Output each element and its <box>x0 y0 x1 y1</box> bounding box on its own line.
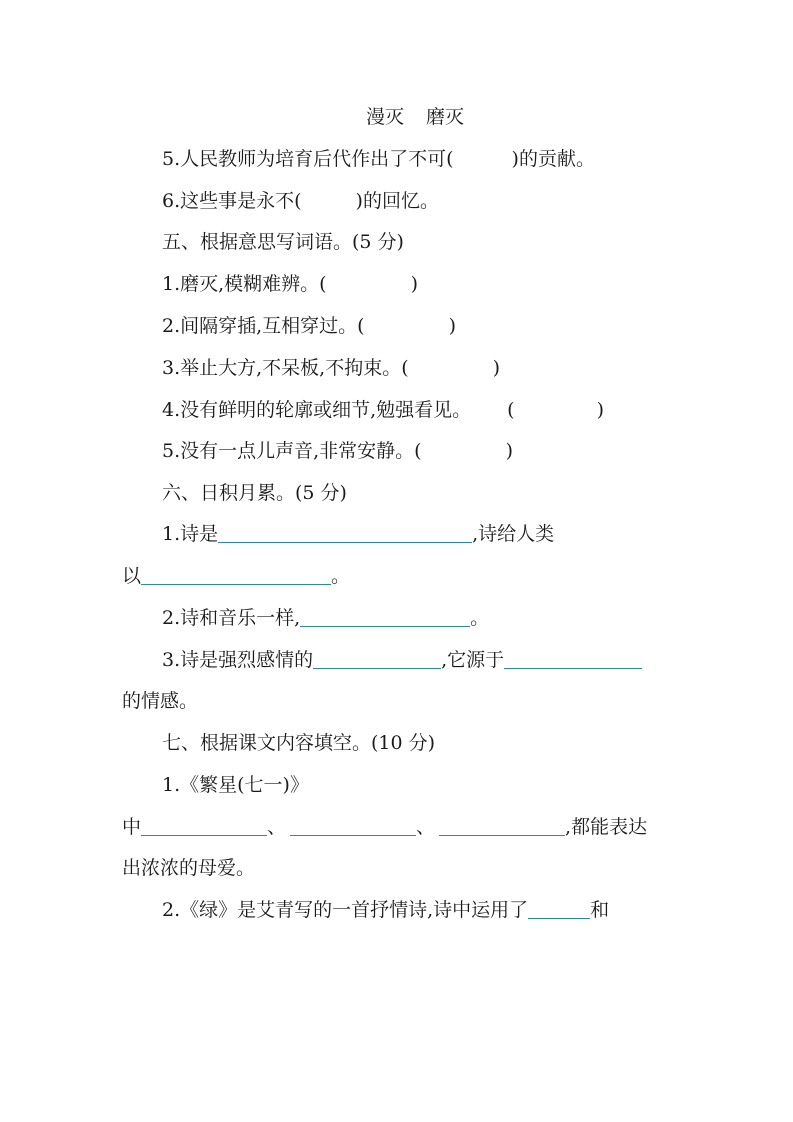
question-6-3-cont: 的情感。 <box>122 690 199 712</box>
word-box <box>366 104 464 130</box>
answer-blank[interactable] <box>439 815 565 836</box>
word-option: 漫灭 <box>366 106 405 128</box>
answer-blank[interactable] <box>141 564 331 585</box>
question-6-1: 1.诗是 ,诗给人类 <box>162 523 555 545</box>
section-5-title: 五、根据意思写词语。(5 分) <box>162 231 404 253</box>
question-6-3: 3.诗是强烈感情的 ,它源于 <box>162 647 642 673</box>
word-option: 磨灭 <box>426 106 465 128</box>
answer-blank[interactable] <box>528 898 590 919</box>
question-5-1: 1.磨灭,模糊难辨。( ) <box>162 273 419 295</box>
question-6-1-cont: 以 。 <box>122 565 351 587</box>
question-7-2: 2.《绿》是艾青写的一首抒情诗,诗中运用了 和 <box>162 899 610 921</box>
question-7-1: 1.《繁星(七一)》 <box>162 774 309 796</box>
question-6-2: 2.诗和音乐一样, 。 <box>162 607 490 629</box>
question-4-6: 6.这些事是永不( )的回忆。 <box>162 190 439 212</box>
section-7-title: 七、根据课文内容填空。(10 分) <box>162 732 436 754</box>
question-7-1-cont2: 出浓浓的母爱。 <box>122 857 256 879</box>
answer-blank[interactable] <box>313 648 441 669</box>
answer-blank[interactable] <box>218 522 472 543</box>
question-5-3: 3.举止大方,不呆板,不拘束。( ) <box>162 357 501 379</box>
question-5-2: 2.间隔穿插,互相穿过。( ) <box>162 315 457 337</box>
question-5-5: 5.没有一点儿声音,非常安静。( ) <box>162 440 514 462</box>
answer-blank[interactable] <box>300 606 470 627</box>
question-4-5: 5.人民教师为培育后代作出了不可( )的贡献。 <box>162 148 595 170</box>
answer-blank[interactable] <box>290 815 416 836</box>
question-7-1-cont: 中 、 、 ,都能表达 <box>122 816 648 838</box>
question-5-4: 4.没有鲜明的轮廓或细节,勉强看见。 ( ) <box>162 399 605 421</box>
answer-blank[interactable] <box>141 815 267 836</box>
answer-blank[interactable] <box>504 648 642 669</box>
section-6-title: 六、日积月累。(5 分) <box>162 482 347 504</box>
